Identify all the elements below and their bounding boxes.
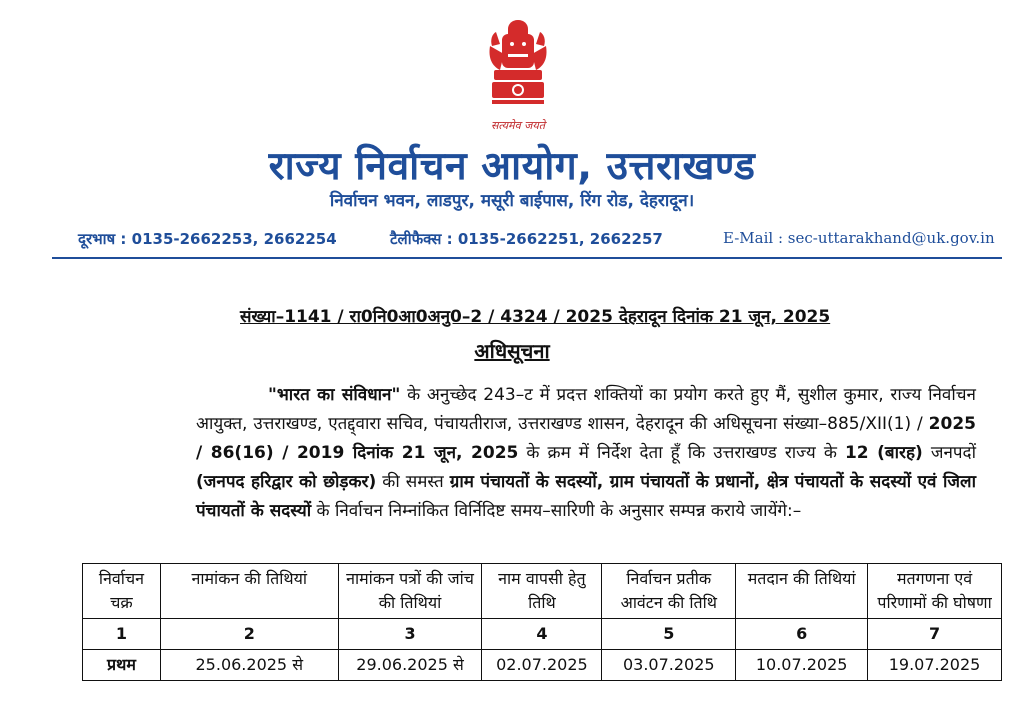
constitution-ref: "भारत का संविधान" [268,385,401,405]
phone-number: दूरभाष : 0135-2662253, 2662254 [78,230,337,248]
column-number: 3 [338,619,482,650]
fax-number: टैलीफैक्स : 0135-2662251, 2662257 [390,230,663,248]
column-header: मतगणना एवं परिणामों की घोषणा [868,564,1002,619]
column-number: 4 [482,619,602,650]
table-cell: 19.07.2025 [868,650,1002,681]
table-row [83,650,1002,681]
table-cell: 25.06.2025 से [160,650,338,681]
column-number: 5 [602,619,736,650]
table-cell: प्रथम [83,650,161,681]
reference-number: संख्या–1141 / रा0नि0आ0अनु0–2 / 4324 / 2025 देहरादून दिनांक 21 जून, 2025 [240,307,831,327]
column-number: 2 [160,619,338,650]
org-address: निर्वाचन भवन, लाडपुर, मसूरी बाईपास, रिंग रोड, देहरादून। [329,191,695,211]
column-header: नामांकन की तिथियां [160,564,338,619]
table-cell: 03.07.2025 [602,650,736,681]
motto: सत्यमेव जयते [490,119,545,132]
column-header: मतदान की तिथियां [736,564,868,619]
table-cell: 02.07.2025 [482,650,602,681]
column-number-row [83,619,1002,650]
column-number: 1 [83,619,161,650]
email-address[interactable]: E-Mail : sec-uttarakhand@uk.gov.in [723,229,995,247]
election-schedule-table [82,563,1002,681]
column-number: 7 [868,619,1002,650]
table-cell: 10.07.2025 [736,650,868,681]
column-header: नाम वापसी हेतु तिथि [482,564,602,619]
table-cell: 29.06.2025 से [338,650,482,681]
notification-body: "भारत का संविधान" के अनुच्छेद 243–ट में प्रदत्त शक्तियों का प्रयोग करते हुए मैं, सुशील कुमार, राज्य निर्वाचन आयुक्त, उत्तराखण्ड, एतद्द्वारा सचिव, पंचायतीराज, उत्तराखण्ड शासन, देहरादून की अधिसूचना संख्या–885/XII(1) / 2025 / 86(16) / 2019 दिनांक 21 जून, 2025 के क्रम में निर्देश देता हूँ कि उत्तराखण्ड राज्य के 12 (बारह) जनपदों (जनपद हरिद्वार को छोड़कर) की समस्त ग्राम पंचायतों के सदस्यों, ग्राम पंचायतों के प्रधानों, क्षेत्र पंचायतों के सदस्यों एवं जिला पंचायतों के सदस्यों के निर्वाचन निम्नांकित विर्निदिष्ट समय–सारिणी के अनुसार सम्पन्न कराये जायेंगे:– [196,385,976,521]
table-header-row [83,564,1002,619]
column-header: निर्वाचन चक्र [83,564,161,619]
column-header: नामांकन पत्रों की जांच की तिथियां [338,564,482,619]
column-header: निर्वाचन प्रतीक आवंटन की तिथि [602,564,736,619]
notification-heading: अधिसूचना [474,339,550,363]
column-number: 6 [736,619,868,650]
national-emblem-icon [478,14,558,132]
org-title: राज्य निर्वाचन आयोग, उत्तराखण्ड [268,144,756,189]
header-divider [52,257,1002,259]
